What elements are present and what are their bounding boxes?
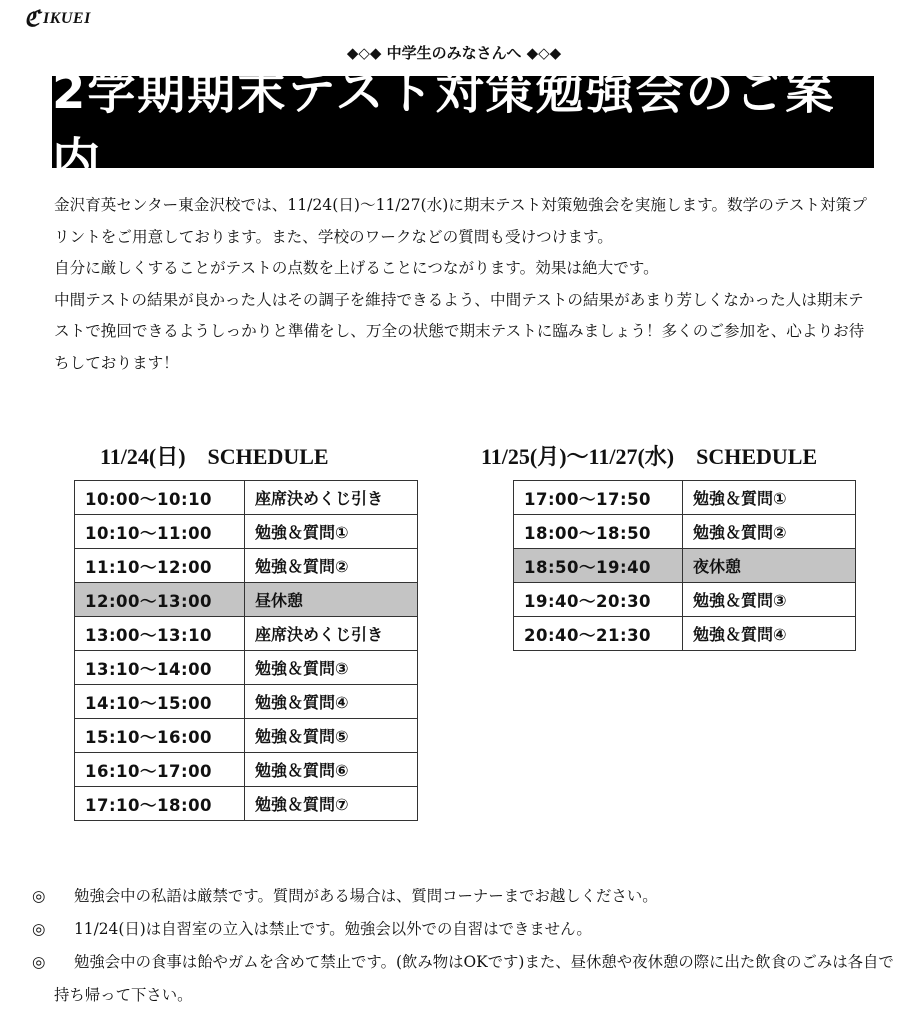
schedule-day2-heading: 11/25(月)～11/27(水) SCHEDULE: [481, 444, 818, 469]
schedule-row: [75, 787, 418, 821]
schedule-time: 17:10～18:00: [75, 787, 245, 821]
schedule-row: [75, 549, 418, 583]
note-text: 11/24(日)は自習室の立入は禁止です。勉強会以外での自習はできません。: [74, 920, 592, 938]
schedule-activity: 座席決めくじ引き: [245, 481, 418, 515]
schedule-row: [75, 583, 418, 617]
schedule-row: [75, 651, 418, 685]
schedule-row: [75, 753, 418, 787]
note-item: [32, 880, 898, 913]
schedule-activity: 勉強＆質問④: [683, 617, 856, 651]
schedule-row: [75, 719, 418, 753]
schedule-row: [75, 515, 418, 549]
intro-paragraph: 金沢育英センター東金沢校では、11/24(日)～11/27(水)に期末テスト対策勉強会を実施します。数学のテスト対策プリントをご用意しております。また、学校のワークなどの質問も受けつけます。: [54, 196, 867, 246]
schedule-time: 14:10～15:00: [75, 685, 245, 719]
schedule-activity: 勉強＆質問③: [683, 583, 856, 617]
schedule-activity: 勉強＆質問⑥: [245, 753, 418, 787]
schedule-time: 12:00～13:00: [75, 583, 245, 617]
schedule-time: 18:00～18:50: [514, 515, 683, 549]
note-text: 勉強会中の私語は厳禁です。質問がある場合は、質問コーナーまでお越しください。: [74, 887, 658, 905]
intro-paragraph: 自分に厳しくすることがテストの点数を上げることにつながります。効果は絶大です。: [54, 259, 659, 277]
ikuei-logo-text: IKUEI: [42, 10, 91, 27]
audience-subtitle: ◆◇◆ 中学生のみなさんへ ◆◇◆: [346, 44, 562, 62]
schedule-row: [514, 583, 856, 617]
schedule-activity: 勉強＆質問①: [245, 515, 418, 549]
schedule-activity: 勉強＆質問④: [245, 685, 418, 719]
schedule-activity: 勉強＆質問⑦: [245, 787, 418, 821]
notes-list: [32, 880, 898, 1012]
schedule-time: 13:10～14:00: [75, 651, 245, 685]
schedule-time: 10:10～11:00: [75, 515, 245, 549]
schedule-row: [514, 617, 856, 651]
intro-paragraph: 中間テストの結果が良かった人はその調子を維持できるよう、中間テストの結果があまり芳しくなかった人は期末テストで挽回できるようしっかりと準備をし、万全の状態で期末テストに臨みましょう！多くのご参加を、心よりお待ちしております！: [54, 290, 865, 372]
schedule-day1-heading: 11/24(日) SCHEDULE: [100, 444, 329, 469]
schedule-time: 17:00～17:50: [514, 481, 683, 515]
schedule-activity: 勉強＆質問②: [245, 549, 418, 583]
schedule-time: 18:50～19:40: [514, 549, 683, 583]
schedule-time: 11:10～12:00: [75, 549, 245, 583]
schedule-activity: 昼休憩: [245, 583, 418, 617]
note-item: [32, 946, 898, 1012]
schedule-row: [75, 481, 418, 515]
page-title: 2学期期末テスト対策勉強会のご案内: [52, 64, 836, 189]
bullet-icon: ◎: [32, 953, 46, 971]
schedule-time: 19:40～20:30: [514, 583, 683, 617]
note-item: [32, 913, 898, 946]
schedule-row: [514, 515, 856, 549]
schedule-row: [514, 549, 856, 583]
schedule-activity: 夜休憩: [683, 549, 856, 583]
schedule-time: 15:10～16:00: [75, 719, 245, 753]
schedule-time: 13:00～13:10: [75, 617, 245, 651]
schedule-row: [75, 617, 418, 651]
schedule-day1-table: [74, 480, 418, 821]
schedule-time: 10:00～10:10: [75, 481, 245, 515]
bullet-icon: ◎: [32, 920, 46, 938]
title-banner: [52, 64, 874, 189]
intro-text: [54, 190, 876, 379]
ikuei-logo: [24, 8, 91, 30]
schedule-row: [514, 481, 856, 515]
schedule-time: 16:10～17:00: [75, 753, 245, 787]
schedule-time: 20:40～21:30: [514, 617, 683, 651]
schedule-day2-table: [513, 480, 856, 651]
ikuei-logo-mark: ℭ: [24, 6, 40, 31]
note-text: 勉強会中の食事は飴やガムを含めて禁止です。(飲み物はOKです)また、昼休憩や夜休憩の際に出た飲食のごみは各自で持ち帰って下さい。: [54, 953, 894, 1004]
schedule-activity: 勉強＆質問⑤: [245, 719, 418, 753]
schedule-activity: 勉強＆質問③: [245, 651, 418, 685]
schedule-row: [75, 685, 418, 719]
bullet-icon: ◎: [32, 887, 46, 905]
schedule-activity: 勉強＆質問①: [683, 481, 856, 515]
schedule-activity: 座席決めくじ引き: [245, 617, 418, 651]
schedule-activity: 勉強＆質問②: [683, 515, 856, 549]
